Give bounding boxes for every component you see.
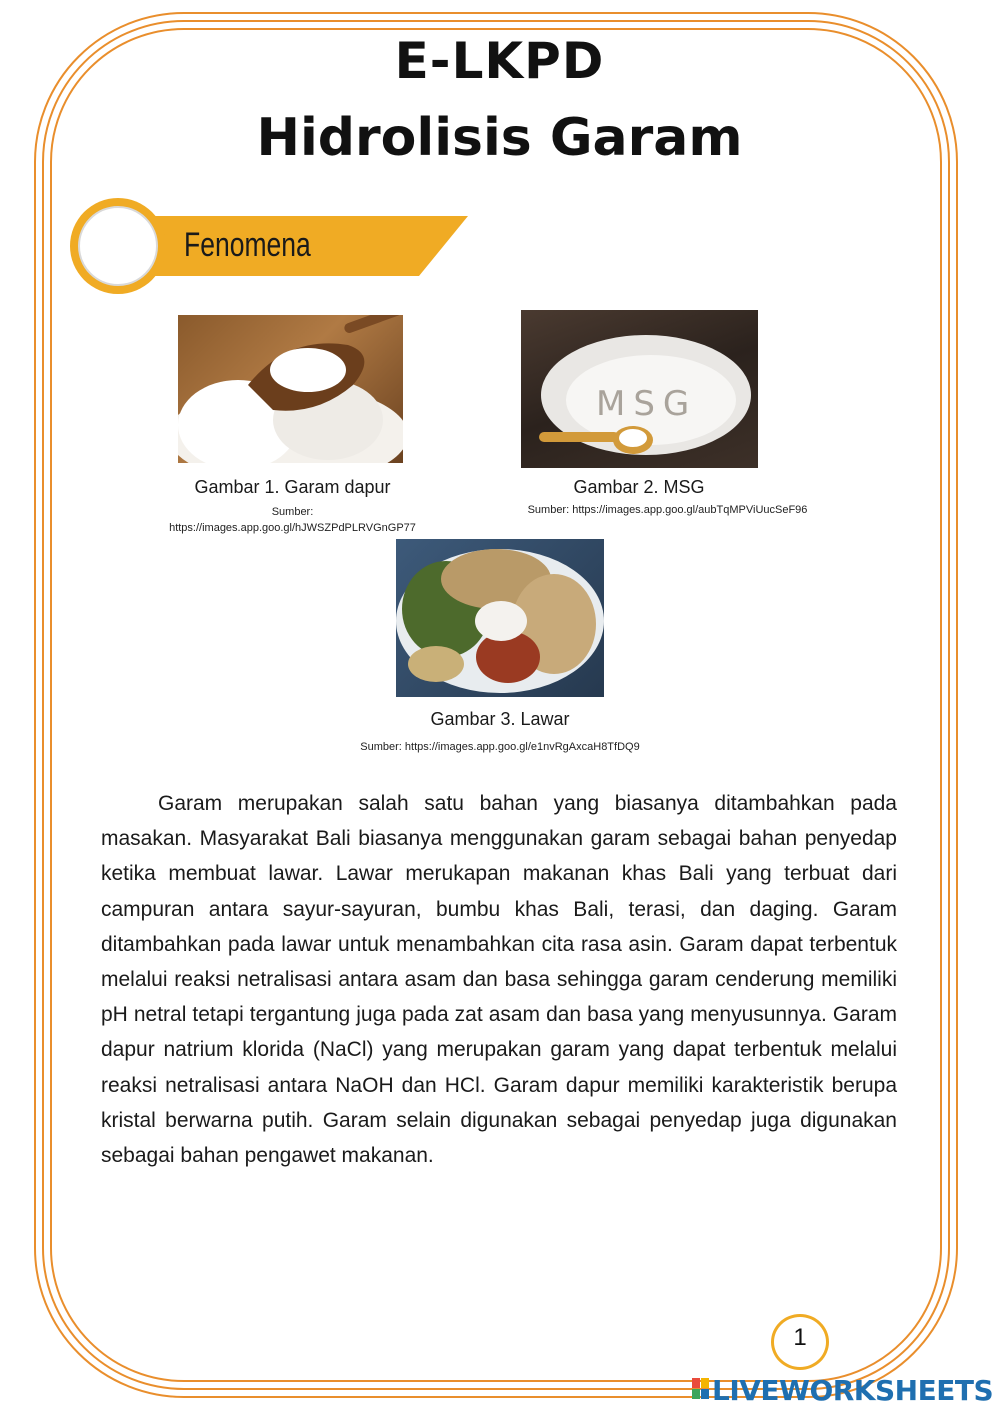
page-number: 1 (793, 1324, 807, 1351)
figure-1-caption: Gambar 1. Garam dapur (194, 477, 391, 497)
lawar-photo (396, 539, 604, 697)
section-title: Fenomena (184, 226, 311, 264)
section-badge (78, 206, 158, 286)
liveworksheets-watermark: LIVEWORKSHEETS (712, 1374, 994, 1407)
figure-3-source[interactable]: Sumber: https://images.app.goo.gl/e1nvRgAxcaH8TfDQ9 (360, 741, 640, 753)
figure-1-source-link[interactable]: https://images.app.goo.gl/hJWSZPdPLRVGnGP77 (169, 522, 416, 534)
msg-photo-text: MSG (596, 384, 698, 424)
document-title: E-LKPD (394, 32, 605, 90)
liveworksheets-logo-icon (692, 1378, 710, 1400)
salt-photo (178, 315, 403, 463)
figure-3-caption: Gambar 3. Lawar (430, 709, 570, 729)
figure-2-caption: Gambar 2. MSG (573, 477, 705, 497)
figure-2-source[interactable]: Sumber: https://images.app.goo.gl/aubTqMPViUucSeF96 (527, 504, 808, 516)
document-subtitle: Hidrolisis Garam (256, 108, 743, 168)
body-paragraph: Garam merupakan salah satu bahan yang biasanya ditambahkan pada masakan. Masyarakat Bali biasanya menggunakan garam sebagai bahan penyedap ketika membuat lawar. Lawar merukapan makanan khas Bali yang terbuat dari campuran antara sayur-sayuran, bumbu khas Bali, terasi, dan daging. Garam ditambahkan pada lawar untuk menambahkan cita rasa asin. Garam dapat terbentuk melalui reaksi netralisasi antara asam dan basa sehingga garam cenderung memiliki pH netral tetapi tergantung juga pada zat asam dan basa yang menyusunnya. Garam dapur natrium klorida (NaCl) yang merupakan garam yang dapat terbentuk melalui reaksi netralisasi antara NaOH dan HCl. Garam dapur memiliki karakteristik berupa kristal berwarna putih. Garam selain digunakan sebagai penyedap juga digunakan sebagai bahan pengawet makanan. (101, 792, 897, 1168)
msg-photo (521, 310, 758, 468)
figure-1-source-label: Sumber: (271, 506, 314, 518)
